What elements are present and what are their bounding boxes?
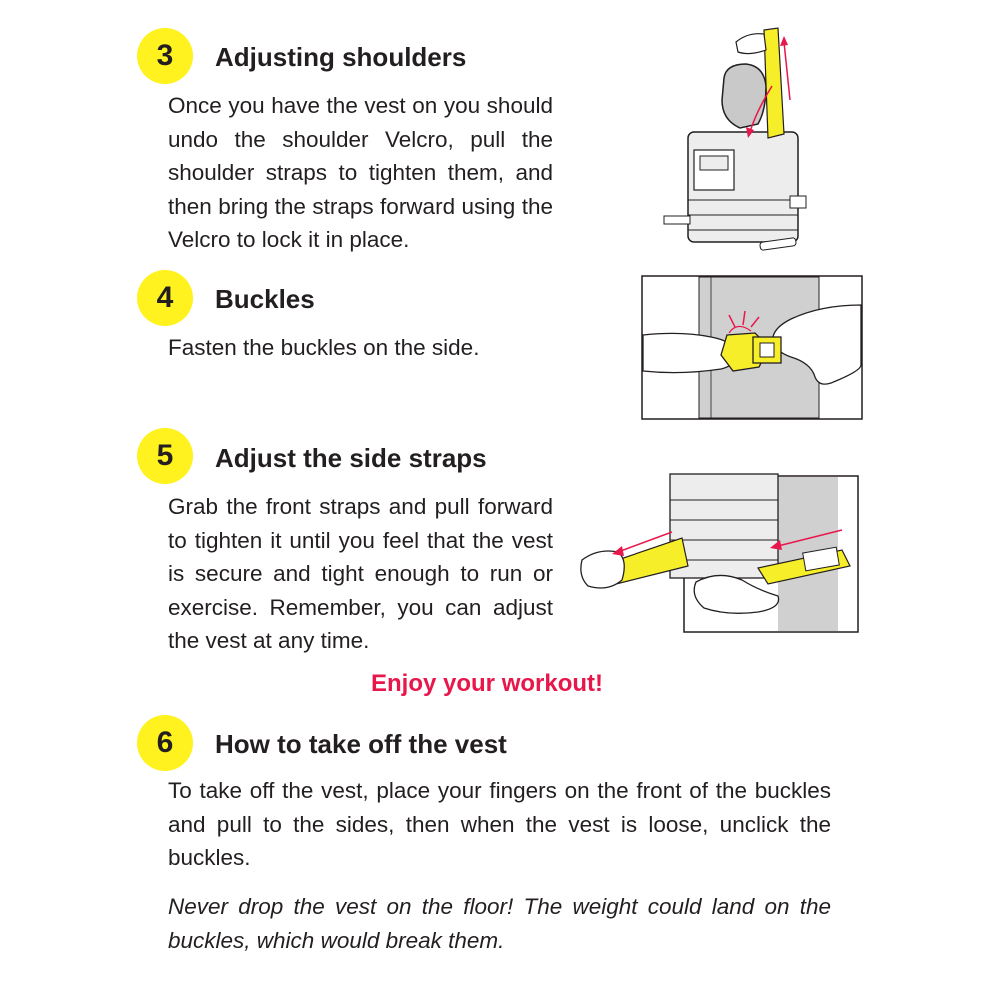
step-5-number: 5 <box>156 439 174 472</box>
step-4-title: Buckles <box>215 284 315 314</box>
step-5-badge <box>137 428 193 484</box>
step-3-badge <box>137 28 193 84</box>
enjoy-message: Enjoy your workout! <box>371 670 604 697</box>
step-6-title: How to take off the vest <box>215 729 507 759</box>
step-6-body: To take off the vest, place your fingers on the front of the buckles and pull to the sides, then when the vest is loose, unclick the buckles. <box>168 778 831 870</box>
step-6-note: Never drop the vest on the floor! The weight could land on the buckles, which would break them. <box>168 894 831 953</box>
step-5-body: Grab the front straps and pull forward to tighten it until you feel that the vest is secure and tight enough to run or exercise. Remember, you can adjust the vest at any time. <box>168 494 553 653</box>
step-4-body: Fasten the buckles on the side. <box>168 335 480 360</box>
step-3-number: 3 <box>156 39 174 72</box>
step-3-title: Adjusting shoulders <box>215 42 467 72</box>
side-strap-illustration <box>578 470 860 635</box>
step-6-number: 6 <box>156 726 174 759</box>
step-5-title: Adjust the side straps <box>215 443 487 473</box>
step-4-number: 4 <box>156 281 174 314</box>
buckle-illustration <box>641 275 863 420</box>
step-6-badge <box>137 715 193 771</box>
step-4-badge <box>137 270 193 326</box>
shoulder-strap-illustration <box>660 20 810 260</box>
step-3-body: Once you have the vest on you should undo the shoulder Velcro, pull the shoulder straps to tighten them, and then bring the straps forward using the Velcro to lock it in place. <box>168 93 553 252</box>
